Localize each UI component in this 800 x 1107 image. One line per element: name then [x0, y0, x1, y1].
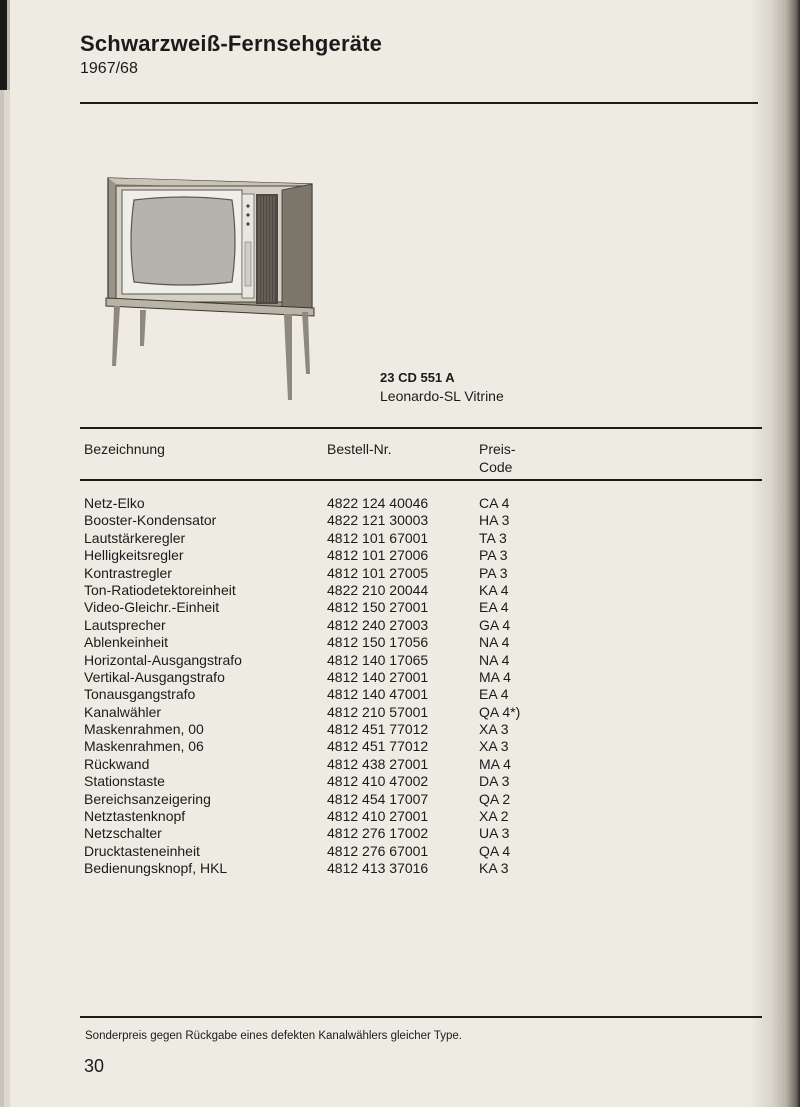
order-number: 4812 451 77012 [327, 738, 429, 755]
order-number: 4812 454 17007 [327, 790, 429, 807]
table-row [84, 495, 564, 512]
page-edge-shadow [0, 90, 10, 1107]
price-code: XA 3 [479, 721, 509, 738]
table-row [84, 704, 564, 721]
price-code: NA 4 [479, 651, 510, 668]
order-number: 4812 140 17065 [327, 651, 429, 668]
order-number: 4812 150 17056 [327, 634, 429, 651]
price-code: DA 3 [479, 773, 510, 790]
price-code: KA 4 [479, 581, 509, 598]
order-number: 4812 276 17002 [327, 825, 429, 842]
part-name: Lautsprecher [84, 616, 166, 633]
price-code: GA 4 [479, 616, 511, 633]
page-title: Schwarzweiß-Fernsehgeräte [80, 31, 383, 56]
order-number: 4812 410 47002 [327, 773, 429, 790]
order-number: 4812 438 27001 [327, 755, 429, 772]
price-code: PA 3 [479, 547, 508, 564]
part-name: Tonausgangstrafo [84, 686, 196, 703]
table-row [84, 825, 564, 842]
part-name: Ton-Ratiodetektoreinheit [84, 581, 236, 598]
order-number: 4812 276 67001 [327, 842, 429, 859]
parts-table [84, 495, 564, 878]
column-header-bezeichnung: Bezeichnung [84, 441, 165, 457]
part-name: Maskenrahmen, 06 [84, 738, 204, 755]
order-number: 4822 124 40046 [327, 495, 429, 511]
page-gutter-shadow [750, 0, 800, 1107]
order-number: 4822 210 20044 [327, 581, 429, 598]
table-row [84, 565, 564, 582]
order-number: 4812 240 27003 [327, 616, 429, 633]
column-header-preis-line1: Preis- [479, 441, 516, 457]
table-row [84, 738, 564, 755]
price-code: QA 4*) [479, 703, 521, 720]
table-row [84, 808, 564, 825]
divider-table-top [80, 427, 762, 429]
part-name: Stationstaste [84, 773, 165, 790]
part-name: Maskenrahmen, 00 [84, 721, 204, 738]
order-number: 4812 101 27006 [327, 547, 429, 564]
table-row [84, 634, 564, 651]
part-name: Ablenkeinheit [84, 634, 169, 651]
part-name: Vertikal-Ausgangstrafo [84, 668, 225, 685]
order-number: 4812 101 27005 [327, 564, 429, 581]
table-row [84, 843, 564, 860]
price-code: HA 3 [479, 512, 510, 529]
price-code: PA 3 [479, 564, 508, 581]
price-code: MA 4 [479, 755, 511, 772]
divider-footnote [80, 1016, 762, 1018]
product-model-number: 23 CD 551 A [380, 370, 455, 385]
part-name: Kanalwähler [84, 703, 162, 720]
table-row [84, 617, 564, 634]
part-name: Drucktasteneinheit [84, 842, 200, 859]
price-code: UA 3 [479, 825, 510, 842]
price-code: KA 3 [479, 860, 509, 877]
table-row [84, 791, 564, 808]
part-name: Netz-Elko [84, 495, 145, 511]
table-row [84, 860, 564, 877]
table-row [84, 669, 564, 686]
part-name: Rückwand [84, 755, 150, 772]
price-code: MA 4 [479, 668, 511, 685]
part-name: Helligkeitsregler [84, 547, 184, 564]
part-name: Video-Gleichr.-Einheit [84, 599, 220, 616]
footnote: Sonderpreis gegen Rückgabe eines defekten Kanalwählers gleicher Type. [85, 1030, 462, 1042]
table-row [84, 512, 564, 529]
price-code: NA 4 [479, 634, 510, 651]
order-number: 4822 121 30003 [327, 512, 429, 529]
tv-cabinet-illustration [100, 170, 320, 410]
order-number: 4812 150 27001 [327, 599, 429, 616]
table-row [84, 530, 564, 547]
page-number: 30 [84, 1056, 105, 1076]
part-name: Horizontal-Ausgangstrafo [84, 651, 242, 668]
order-number: 4812 140 47001 [327, 686, 429, 703]
price-code: XA 3 [479, 738, 509, 755]
table-row [84, 652, 564, 669]
part-name: Bereichsanzeigering [84, 790, 211, 807]
price-code: XA 2 [479, 808, 509, 825]
part-name: Netztastenknopf [84, 808, 186, 825]
order-number: 4812 210 57001 [327, 703, 429, 720]
page-subtitle-year: 1967/68 [80, 60, 138, 77]
table-row [84, 721, 564, 738]
order-number: 4812 140 27001 [327, 668, 429, 685]
product-model-name: Leonardo-SL Vitrine [380, 388, 504, 404]
table-row [84, 547, 564, 564]
part-name: Kontrastregler [84, 564, 172, 581]
part-name: Lautstärkeregler [84, 529, 186, 546]
order-number: 4812 410 27001 [327, 808, 429, 825]
table-row [84, 773, 564, 790]
column-header-preis-line2: Code [479, 459, 513, 475]
price-code: TA 3 [479, 529, 507, 546]
part-name: Netzschalter [84, 825, 162, 842]
price-code: QA 4 [479, 842, 511, 859]
price-code: CA 4 [479, 495, 510, 511]
divider-top [80, 102, 758, 104]
table-row [84, 756, 564, 773]
column-header-bestellnr: Bestell-Nr. [327, 441, 392, 457]
price-code: QA 2 [479, 790, 511, 807]
column-header-preis-code [479, 440, 516, 476]
price-code: EA 4 [479, 599, 509, 616]
price-code: EA 4 [479, 686, 509, 703]
part-name: Bedienungsknopf, HKL [84, 860, 228, 877]
order-number: 4812 451 77012 [327, 721, 429, 738]
order-number: 4812 413 37016 [327, 860, 429, 877]
part-name: Booster-Kondensator [84, 512, 217, 529]
table-row [84, 599, 564, 616]
divider-table-header [80, 479, 762, 481]
order-number: 4812 101 67001 [327, 529, 429, 546]
table-row [84, 582, 564, 599]
table-row [84, 686, 564, 703]
